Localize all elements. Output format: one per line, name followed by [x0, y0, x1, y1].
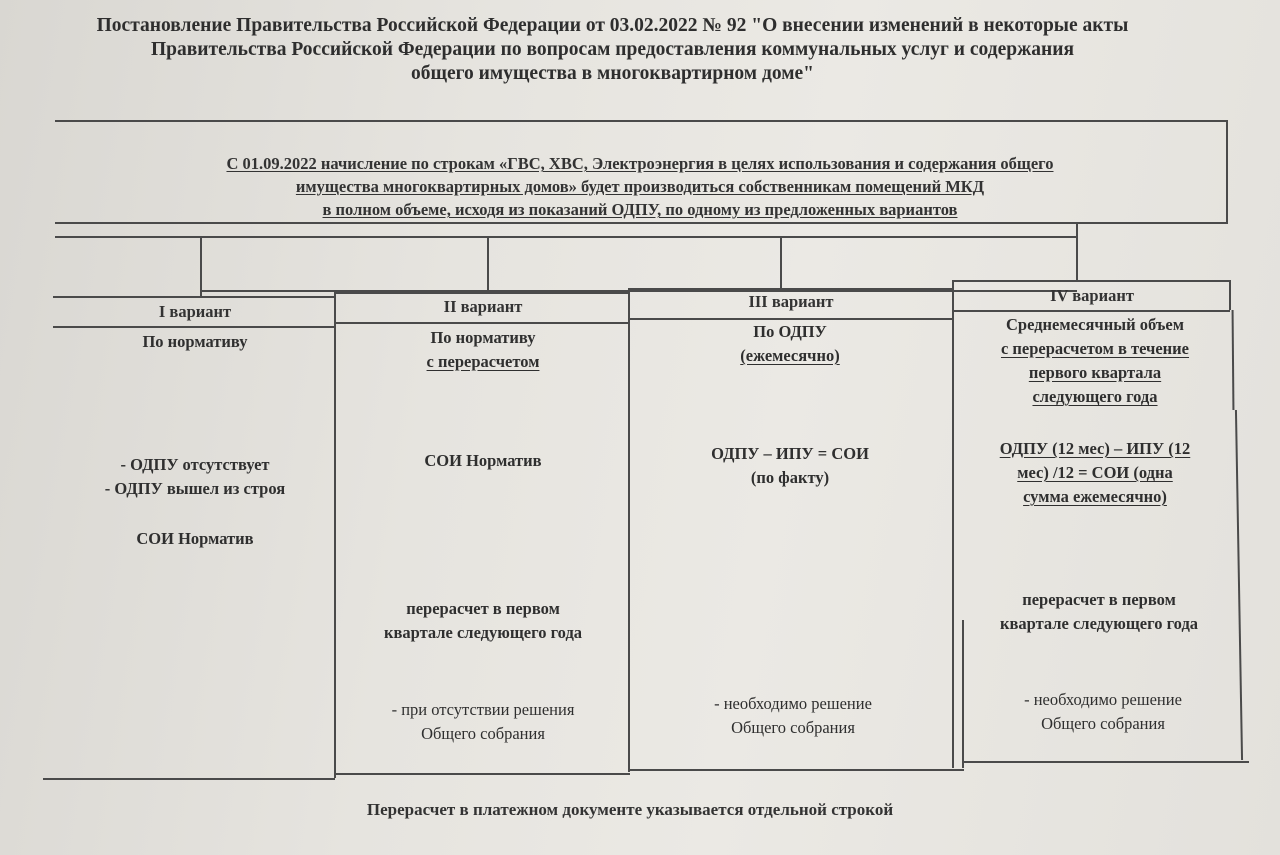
- header-box-right: [1226, 120, 1228, 223]
- variant-4-formula: [956, 437, 1234, 509]
- variant-3-note-line-1: - необходимо решение: [714, 694, 872, 713]
- variant-3-method: [630, 320, 950, 368]
- header-text: [60, 152, 1220, 221]
- table-top-4: [952, 280, 1230, 282]
- header-line-1: С 01.09.2022 начисление по строкам «ГВС, ХВС, Электроэнергия в целях использования и содержания общего: [226, 154, 1054, 173]
- header-sub-bottom: [55, 236, 1077, 238]
- variant-4-header: IV вариант: [1050, 286, 1134, 305]
- variant-1-formula: [55, 453, 335, 551]
- variant-2-formula-line: СОИ Норматив: [424, 451, 542, 470]
- title-line-1: Постановление Правительства Российской Федерации от 03.02.2022 № 92 "О внесении изменений в некоторые акты: [96, 15, 1129, 36]
- table-sub-1: [53, 326, 336, 328]
- variant-4-note: [964, 688, 1242, 736]
- header-line-2: имущества многоквартирных домов» будет производиться собственникам помещений МКД: [295, 177, 985, 196]
- connector-left-2: [487, 236, 489, 292]
- variant-4-note-line-2: Общего собрания: [1041, 714, 1165, 733]
- footer-note: Перерасчет в платежном документе указывается отдельной строкой: [366, 800, 894, 819]
- variant-2-note-line-2: Общего собрания: [421, 724, 545, 743]
- variant-1-formula-line-2: - ОДПУ вышел из строя: [104, 479, 286, 498]
- variant-2-recalc: [336, 597, 630, 645]
- table-bottom-4: [962, 761, 1249, 763]
- connector-right-2: [1076, 224, 1078, 282]
- variant-3-formula-line-1: ОДПУ – ИПУ = СОИ: [711, 444, 869, 463]
- title-line-3: общего имущества в многоквартирном доме": [411, 63, 814, 84]
- connector-left-1: [200, 236, 202, 296]
- table-sub-4: [952, 310, 1230, 312]
- variant-1-formula-spacer: [55, 501, 335, 527]
- variant-4-formula-line-3: сумма ежемесячно): [1023, 487, 1167, 506]
- variant-4-recalc-line-1: перерасчет в первом: [1022, 590, 1176, 609]
- title-line-2: Правительства Российской Федерации по вопросам предоставления коммунальных услуг и содержания: [150, 39, 1075, 60]
- variant-2-header: II вариант: [443, 297, 523, 316]
- connector-right-1: [780, 236, 782, 290]
- variant-1-method-line: По нормативу: [142, 332, 248, 351]
- variant-4-formula-line-1: ОДПУ (12 мес) – ИПУ (12: [999, 439, 1191, 458]
- table-sub-2: [336, 322, 630, 324]
- variant-3-note-line-2: Общего собрания: [731, 718, 855, 737]
- variant-1-method: [55, 330, 335, 354]
- variant-4-method-line-3: первого квартала: [1028, 363, 1162, 382]
- variant-3-header: III вариант: [748, 292, 834, 311]
- table-bottom-3: [630, 769, 964, 771]
- table-bottom-1: [43, 778, 335, 780]
- variant-3-method-line-2: (ежемесячно): [740, 346, 840, 365]
- variant-4-recalc-line-2: квартале следующего года: [999, 614, 1199, 633]
- variant-2-method: [336, 326, 630, 374]
- variant-3-note: [630, 692, 956, 740]
- document-title: [20, 14, 1205, 86]
- variant-2-method-line-2: с перерасчетом: [426, 352, 540, 371]
- variant-1-header: I вариант: [158, 302, 232, 321]
- variant-4-formula-line-2: мес) /12 = СОИ (одна: [1017, 463, 1173, 482]
- variant-4-note-line-1: - необходимо решение: [1024, 690, 1182, 709]
- table-top-2: [336, 292, 630, 294]
- variant-1-formula-line-1: - ОДПУ отсутствует: [120, 455, 270, 474]
- variant-1-formula-line-4: СОИ Норматив: [136, 529, 254, 548]
- variant-3-method-line-1: По ОДПУ: [753, 322, 827, 341]
- variant-4-method-line-2: с перерасчетом в течение: [1000, 339, 1190, 358]
- variant-3-formula: [630, 442, 950, 490]
- variant-4-method-line-4: следующего года: [1032, 387, 1158, 406]
- variant-4-method: [956, 313, 1234, 409]
- variant-2-formula: [336, 449, 630, 473]
- variant-2-method-line-1: По нормативу: [430, 328, 536, 347]
- table-top-1: [53, 296, 336, 298]
- variant-3-formula-line-2: (по факту): [750, 468, 830, 487]
- variant-2-recalc-line-2: квартале следующего года: [383, 623, 583, 642]
- header-box-bottom: [55, 222, 1228, 224]
- table-bottom-2: [335, 773, 630, 775]
- header-box-top: [55, 120, 1227, 122]
- variant-2-note-line-1: - при отсутствии решения: [391, 700, 575, 719]
- variant-2-note: [336, 698, 630, 746]
- variant-4-recalc: [958, 588, 1240, 636]
- table-top-3: [630, 288, 952, 290]
- header-line-3: в полном объеме, исходя из показаний ОДПУ, по одному из предложенных вариантов: [322, 200, 958, 219]
- variant-4-method-line-1: Среднемесячный объем: [1006, 315, 1184, 334]
- variant-2-recalc-line-1: перерасчет в первом: [406, 599, 560, 618]
